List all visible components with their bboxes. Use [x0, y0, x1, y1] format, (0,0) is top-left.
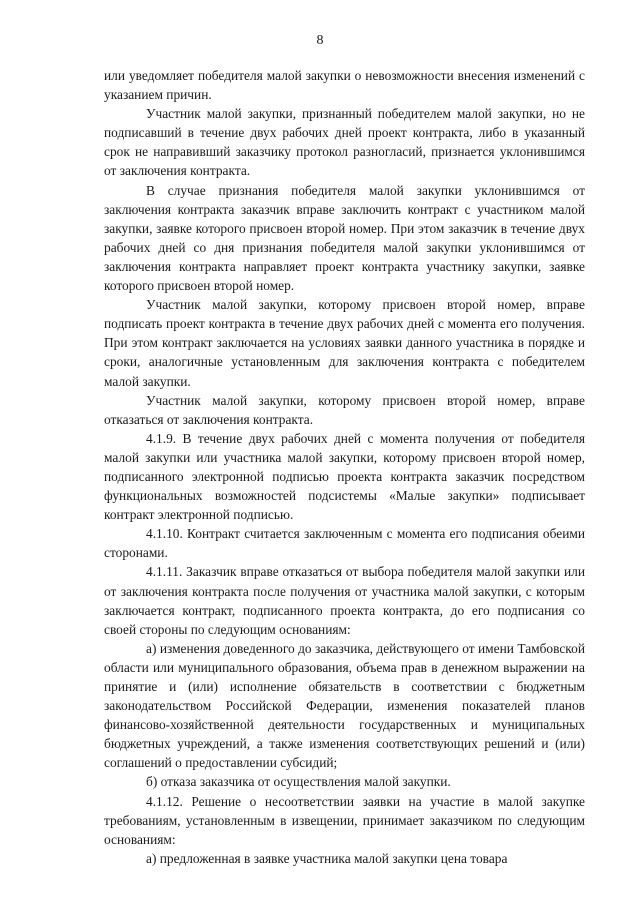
document-body — [104, 66, 585, 868]
paragraph: 4.1.10. Контракт считается заключенным с момента его подписания обеими сторонами. — [104, 526, 585, 561]
paragraph: Участник малой закупки, которому присвоен второй номер, вправе отказаться от заключения контракта. — [104, 392, 585, 427]
paragraph: б) отказа заказчика от осуществления малой закупки. — [146, 774, 451, 790]
paragraph: 4.1.12. Решение о несоответствии заявки на участие в малой закупке требованиям, установленным в извещении, принимает заказчиком по следующим основаниям: — [104, 793, 585, 847]
paragraph: Участник малой закупки, признанный победителем малой закупки, но не подписавший в течение двух рабочих дней проект контракта, либо в указанный срок не направивший заказчику протокол разногласий, признается уклонившимся от заключения контракта. — [104, 106, 585, 179]
page-number: 8 — [316, 33, 324, 48]
paragraph: В случае признания победителя малой закупки уклонившимся от заключения контракта заказчик вправе заключить контракт с участником малой закупки, заявке которого присвоен второй номер. При этом заказчик в течение двух рабочих дней со дня признания победителя малой закупки уклонившимся от заключения контракта направляет проект контракта участнику закупки, заявке которого присвоен второй номер. — [104, 182, 585, 294]
paragraph: а) изменения доведенного до заказчика, действующего от имени Тамбовской области или муниципального образования, объема прав в денежном выражении на принятие и (или) исполнение обязательств в соответствии с бюджетным законодательством Российской Федерации, изменения показателей планов финансово-хозяйственной деятельности государственных и муниципальных бюджетных учреждений, а также изменения соответствующих решений и (или) соглашений о предоставлении субсидий; — [104, 640, 585, 771]
paragraph: 4.1.11. Заказчик вправе отказаться от выбора победителя малой закупки или от заключения контракта после получения от участника малой закупки, с которым заключается контракт, подписанного проекта контракта, до его подписания со своей стороны по следующим основаниям: — [104, 564, 585, 637]
paragraph: а) предложенная в заявке участника малой закупки цена товара — [146, 850, 508, 866]
paragraph: Участник малой закупки, которому присвоен второй номер, вправе подписать проект контракта в течение двух рабочих дней с момента его получения. При этом контракт заключается на условиях заявки данного участника в порядке и сроки, аналогичные установленным для заключения контракта с победителем малой закупки. — [104, 297, 585, 389]
paragraph: или уведомляет победителя малой закупки о невозможности внесения изменений с указанием причин. — [104, 68, 585, 103]
paragraph: 4.1.9. В течение двух рабочих дней с момента получения от победителя малой закупки или участника малой закупки, которому присвоен второй номер, подписанного электронной подписью проекта контракта заказчик посредством функциональных возможностей подсистемы «Малые закупки» подписывает контракт электронной подписью. — [104, 430, 585, 523]
